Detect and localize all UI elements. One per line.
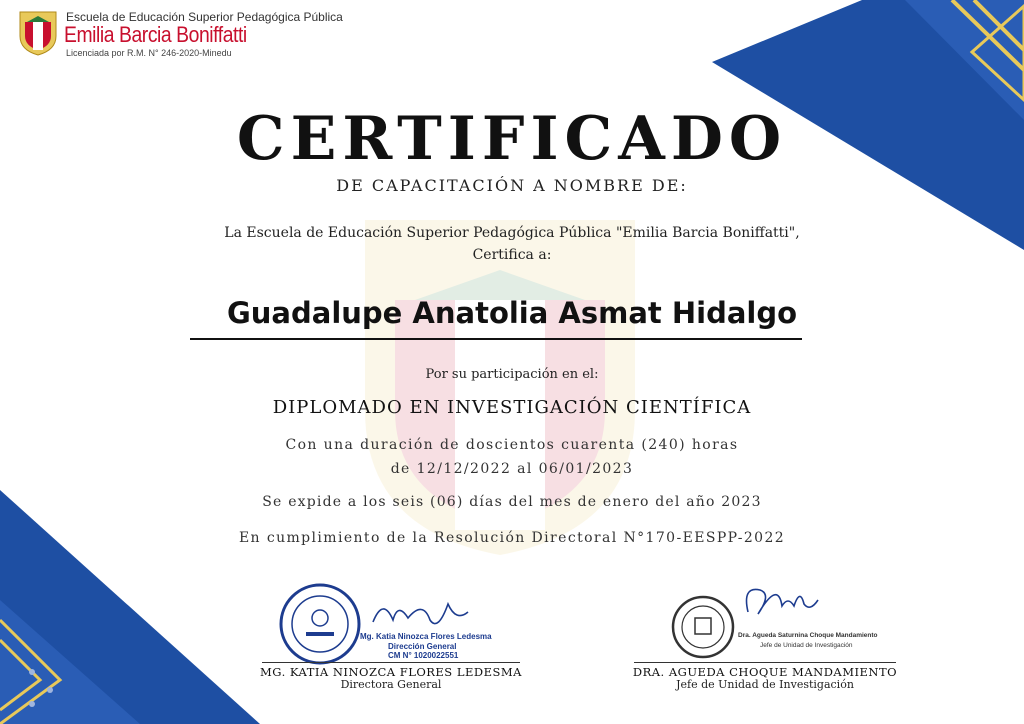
participation-text: Por su participación en el: <box>425 367 599 382</box>
director-name: MG. KATIA NINOZCA FLORES LEDESMA <box>260 665 522 679</box>
issued-text: Se expide a los seis (06) días del mes de enero del año 2023 <box>262 494 762 510</box>
director-stamp-line2: Dirección General <box>388 642 457 651</box>
director-signature-icon <box>368 592 478 636</box>
duration-line2: de 12/12/2022 al 06/01/2023 <box>390 461 634 477</box>
director-role: Directora General <box>340 678 442 691</box>
recipient-underline <box>190 338 802 340</box>
intro-line2: Certifica a: <box>472 247 552 263</box>
research-role: Jefe de Unidad de Investigación <box>676 678 854 691</box>
research-seal-icon <box>670 594 736 660</box>
director-stamp-line3: CM N° 1020022551 <box>388 651 459 660</box>
school-line1: Escuela de Educación Superior Pedagógica Pública <box>66 10 343 24</box>
director-seal-icon <box>278 582 362 666</box>
research-stamp-line2: Jefe de Unidad de Investigación <box>760 642 853 649</box>
signature-block-director <box>258 580 524 690</box>
director-stamp-line1: Mg. Katia Ninozca Flores Ledesma <box>360 632 492 641</box>
decor-dot <box>29 669 35 675</box>
school-name: Emilia Barcia Boniffatti <box>64 22 247 47</box>
school-license: Licenciada por R.M. N° 246-2020-Minedu <box>66 48 232 58</box>
program-title: DIPLOMADO EN INVESTIGACIÓN CIENTÍFICA <box>272 397 752 418</box>
certificate-title: CERTIFICADO <box>236 104 788 174</box>
school-logo <box>14 8 343 60</box>
decor-dot <box>47 687 53 693</box>
certificate-subtitle: DE CAPACITACIÓN A NOMBRE DE: <box>336 176 688 195</box>
decor-dot <box>29 701 35 707</box>
duration-line1: Con una duración de doscientos cuarenta (240) horas <box>285 437 739 453</box>
signature-block-research <box>630 576 900 690</box>
resolution-text: En cumplimiento de la Resolución Directoral N°170-EESPP-2022 <box>238 530 786 546</box>
director-signature-line <box>262 662 520 663</box>
school-shield-icon <box>18 10 58 56</box>
research-signature-icon <box>738 576 834 624</box>
research-stamp-line1: Dra. Agueda Saturnina Choque Mandamiento <box>738 632 878 639</box>
research-name: DRA. AGUEDA CHOQUE MANDAMIENTO <box>632 665 898 679</box>
research-signature-line <box>634 662 896 663</box>
intro-line1: La Escuela de Educación Superior Pedagógica Pública "Emilia Barcia Boniffatti", <box>224 225 800 241</box>
recipient-name: Guadalupe Anatolia Asmat Hidalgo <box>226 296 798 330</box>
